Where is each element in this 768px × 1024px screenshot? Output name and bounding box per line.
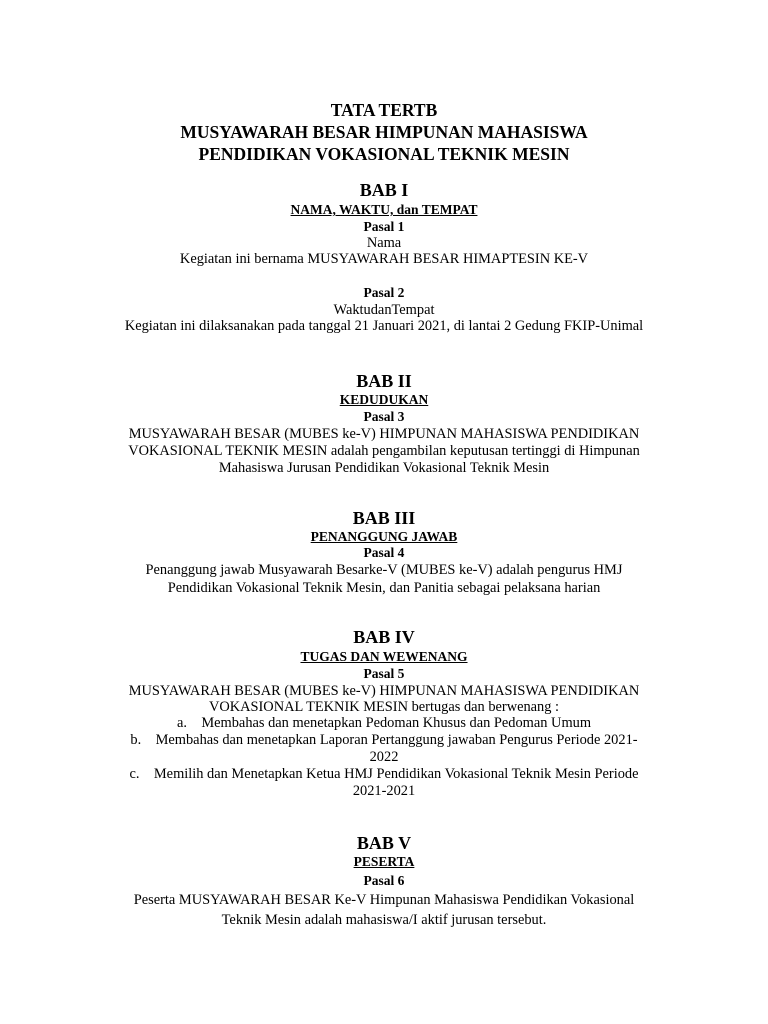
doc-title-line-1: TATA TERTB [330, 100, 438, 120]
pasal-5-line-2: VOKASIONAL TEKNIK MESIN bertugas dan berwenang : [208, 699, 560, 715]
list-item-c-cont: 2021-2021 [352, 783, 416, 799]
list-text-c: Memilih dan Menetapkan Ketua HMJ Pendidikan Vokasional Teknik Mesin Periode [153, 766, 639, 782]
pasal-4-label: Pasal 4 [363, 545, 405, 560]
pasal-2-name: WaktudanTempat [333, 302, 435, 318]
pasal-6-line-1: Peserta MUSYAWARAH BESAR Ke-V Himpunan Mahasiswa Pendidikan Vokasional [133, 892, 635, 908]
bab-5-subtitle: PESERTA [353, 854, 415, 869]
pasal-3-line-1: MUSYAWARAH BESAR (MUBES ke-V) HIMPUNAN MAHASISWA PENDIDIKAN [128, 426, 640, 442]
list-marker-b: b. [130, 732, 142, 748]
pasal-4-line-1: Penanggung jawab Musyawarah Besarke-V (MUBES ke-V) adalah pengurus HMJ [145, 562, 623, 578]
bab-5-heading: BAB V [356, 833, 412, 853]
pasal-3-line-2: VOKASIONAL TEKNIK MESIN adalah pengambilan keputusan tertinggi di Himpunan [128, 443, 640, 459]
bab-3-heading: BAB III [352, 508, 416, 528]
pasal-2-text: Kegiatan ini dilaksanakan pada tanggal 21 Januari 2021, di lantai 2 Gedung FKIP-Unimal [124, 318, 644, 334]
bab-3-subtitle: PENANGGUNG JAWAB [310, 529, 458, 544]
doc-title-line-2: MUSYAWARAH BESAR HIMPUNAN MAHASISWA [180, 122, 588, 142]
bab-2-heading: BAB II [356, 371, 412, 391]
pasal-5-label: Pasal 5 [363, 666, 405, 681]
list-item-b-cont: 2022 [369, 749, 399, 765]
pasal-3-label: Pasal 3 [363, 409, 405, 424]
list-marker-c: c. [129, 766, 140, 782]
pasal-3-line-3: Mahasiswa Jurusan Pendidikan Vokasional Teknik Mesin [218, 460, 550, 476]
list-text-b: Membahas dan menetapkan Laporan Pertanggung jawaban Pengurus Periode 2021- [155, 732, 638, 748]
list-item-a [0, 714, 768, 732]
bab-2-subtitle: KEDUDUKAN [339, 392, 429, 407]
bab-4-heading: BAB IV [353, 627, 415, 647]
pasal-6-label: Pasal 6 [363, 873, 405, 888]
doc-title-line-3: PENDIDIKAN VOKASIONAL TEKNIK MESIN [198, 144, 570, 164]
bab-4-subtitle: TUGAS DAN WEWENANG [300, 649, 468, 664]
pasal-2-label: Pasal 2 [363, 285, 405, 300]
list-item-b [0, 731, 768, 749]
pasal-6-line-2: Teknik Mesin adalah mahasiswa/I aktif jurusan tersebut. [221, 912, 547, 928]
pasal-4-line-2: Pendidikan Vokasional Teknik Mesin, dan Panitia sebagai pelaksana harian [167, 580, 601, 596]
pasal-5-line-1: MUSYAWARAH BESAR (MUBES ke-V) HIMPUNAN MAHASISWA PENDIDIKAN [128, 683, 640, 699]
bab-1-subtitle: NAMA, WAKTU, dan TEMPAT [290, 202, 478, 217]
pasal-1-name: Nama [366, 235, 402, 251]
list-marker-a: a. [176, 715, 187, 731]
pasal-1-label: Pasal 1 [363, 219, 405, 234]
list-text-a: Membahas dan menetapkan Pedoman Khusus dan Pedoman Umum [201, 715, 592, 731]
list-item-c [0, 765, 768, 783]
bab-1-heading: BAB I [359, 180, 409, 200]
pasal-1-text: Kegiatan ini bernama MUSYAWARAH BESAR HIMAPTESIN KE-V [179, 251, 589, 267]
